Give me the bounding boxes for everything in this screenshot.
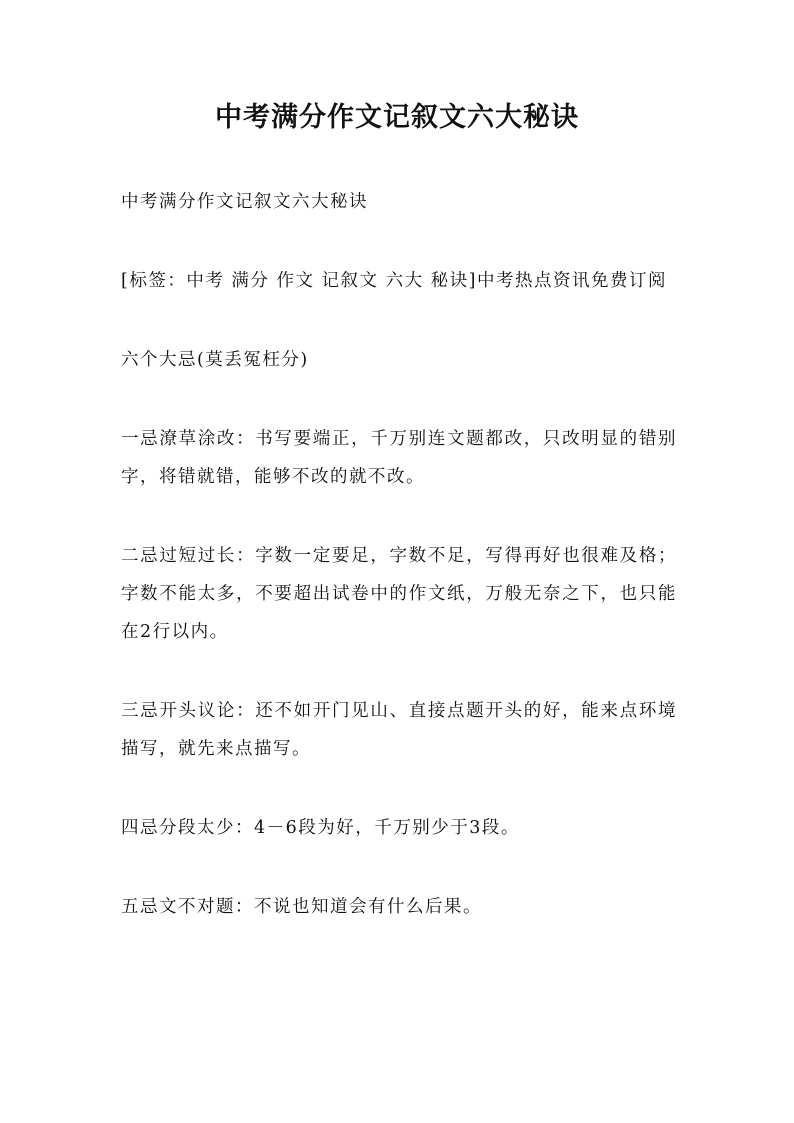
paragraph-rule-2: 二忌过短过长：字数一定要足，字数不足，写得再好也很难及格；字数不能太多，不要超出试卷中的作文纸，万般无奈之下，也只能在2行以内。 bbox=[121, 546, 677, 642]
paragraph-section-heading: 六个大忌(莫丢冤枉分) bbox=[121, 350, 309, 370]
paragraph-rule-3: 三忌开头议论：还不如开门见山、直接点题开头的好，能来点环境描写，就先来点描写。 bbox=[121, 701, 677, 759]
paragraph-subtitle: 中考满分作文记叙文六大秘诀 bbox=[121, 192, 368, 212]
paragraph-rule-5: 五忌文不对题：不说也知道会有什么后果。 bbox=[121, 897, 482, 917]
paragraph-rule-4: 四忌分段太少：4－6段为好，千万别少于3段。 bbox=[121, 818, 520, 838]
document-body bbox=[121, 183, 677, 967]
paragraph-tags: [标签：中考 满分 作文 记叙文 六大 秘诀]中考热点资讯免费订阅 bbox=[121, 271, 667, 291]
paragraph-rule-1: 一忌潦草涂改：书写要端正，千万别连文题都改，只改明显的错别字，将错就错，能够不改的就不改。 bbox=[121, 429, 677, 487]
document-title: 中考满分作文记叙文六大秘诀 bbox=[215, 102, 579, 133]
